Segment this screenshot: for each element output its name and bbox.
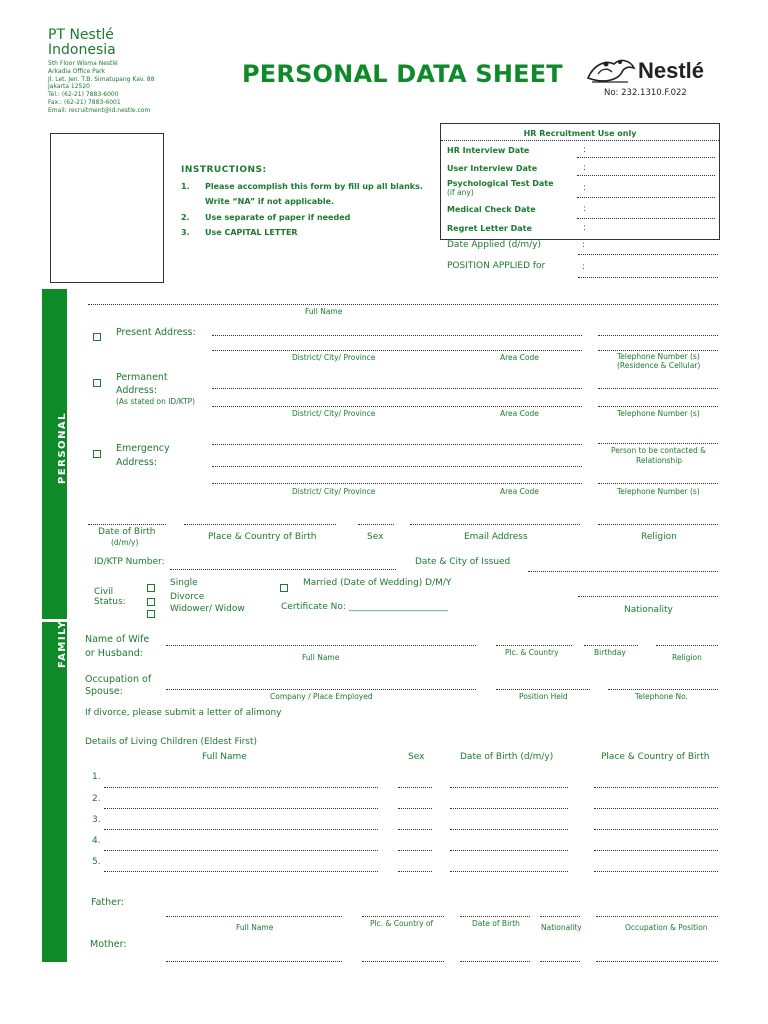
instruction-text: Please accomplish this form by fill up all blanks. [205,182,423,191]
child-num: 3. [92,815,101,825]
child-num: 1. [92,772,101,782]
company-address [48,60,154,115]
medical-check-value[interactable]: : [583,204,587,214]
divorce-note: If divorce, please submit a letter of alimony [85,708,282,718]
parent-dob-caption: Date of Birth [472,919,520,928]
instruction-num: 2. [181,213,190,222]
instruction-text: Write “NA” if not applicable. [205,197,335,206]
address-line: Jakarta 12520 [48,83,90,91]
permanent-address-label-2: Address: [116,385,158,396]
area-code-caption: Area Code [500,487,539,496]
child-num: 4. [92,836,101,846]
child-num: 5. [92,857,101,867]
area-code-caption: Area Code [500,353,539,362]
mother-label: Mother: [90,939,127,950]
position-held-caption: Position Held [519,692,568,701]
district-caption: District/ City/ Province [292,353,376,362]
present-address-checkbox[interactable] [93,326,101,345]
address-line: Email: recruitment@id.nestle.com [48,106,151,114]
telephone-caption: Telephone Number (s) [617,487,700,496]
address-line: Arkadia Office Park [48,67,106,75]
district-caption: District/ City/ Province [292,409,376,418]
permanent-address-label-1: Permanent [116,372,168,383]
dob-label: Date of Birth [98,527,156,537]
nestle-logo [584,54,716,88]
instructions-title: INSTRUCTIONS: [181,165,267,175]
page-title: PERSONAL DATA SHEET [242,60,563,88]
instruction-num: 1. [181,182,190,191]
divorce-label: Divorce [170,592,205,602]
spouse-name-label-2: or Husband: [85,648,143,659]
address-line: Tel.: (62-21) 7883-6000 [48,91,119,99]
parent-full-name-caption: Full Name [236,923,274,932]
permanent-address-note: (As stated on ID/KTP) [116,397,196,406]
medical-check-label: Medical Check Date [447,205,536,214]
district-caption: District/ City/ Province [292,487,376,496]
civil-label: Civil [94,587,114,597]
widow-checkbox[interactable] [147,603,155,622]
present-address-label: Present Address: [116,327,196,338]
nest-birds-icon [584,54,636,86]
emergency-address-label-2: Address: [116,457,158,468]
sex-label: Sex [367,532,384,542]
single-label: Single [170,578,198,588]
address-line: 5th Floor Wisma Nestlé [48,60,118,67]
hr-interview-value[interactable]: : [583,145,587,155]
document-number: No: 232.1310.F.022 [604,88,687,98]
spouse-full-name-caption: Full Name [302,653,340,662]
instruction-text: Use CAPITAL LETTER [205,228,298,237]
person-contact-caption-1: Person to be contacted & [611,446,706,455]
user-interview-label: User Interview Date [447,164,538,173]
children-col-dob: Date of Birth (d/m/y) [460,752,554,762]
psych-test-label: Psychological Test Date [447,179,554,188]
children-col-full-name: Full Name [202,752,247,762]
photo-box[interactable] [50,133,164,283]
telephone-sub-caption: (Residence & Cellular) [617,361,701,370]
family-section-bar [42,619,68,962]
company-name-line1: PT Nestlé [48,27,114,43]
date-applied-colon: : [582,240,586,250]
user-interview-value[interactable]: : [583,163,587,173]
date-city-issued-label: Date & City of Issued [415,557,511,567]
certificate-label: Certificate No: ______________________ [281,602,448,612]
children-col-place: Place & Country of Birth [601,752,710,762]
occupation-label-2: Spouse: [85,686,123,697]
instruction-text: Use separate of paper if needed [205,213,351,222]
emergency-address-checkbox[interactable] [93,443,101,462]
id-ktp-label: ID/KTP Number: [94,557,165,567]
dob-sub-label: (d/m/y) [111,538,139,547]
parent-plc-caption: Plc. & Country of [370,919,434,928]
psych-test-sub: (if any) [447,188,474,197]
family-section-label: FAMILY [57,619,68,668]
address-line: Jl. Let. Jen. T.B. Simatupang Kav. 88 [48,75,155,83]
personal-section-label: PERSONAL [57,411,68,484]
child-num: 2. [92,794,101,804]
area-code-caption: Area Code [500,409,539,418]
telephone-no-caption: Telephone No. [635,692,688,701]
person-contact-caption-2: Relationship [636,456,683,465]
place-birth-label: Place & Country of Birth [208,532,317,542]
regret-letter-label: Regret Letter Date [447,224,532,233]
instruction-num: 3. [181,228,190,237]
telephone-caption: Telephone Number (s) [617,352,700,361]
nestle-logo-text: Nestlé [638,58,705,83]
children-title: Details of Living Children (Eldest First) [85,737,258,747]
address-line: Fax.: (62-21) 7883-6001 [48,98,121,106]
position-applied-label: POSITION APPLIED for [447,261,546,271]
status-label: Status: [94,597,126,607]
telephone-caption: Telephone Number (s) [617,409,700,418]
regret-letter-value[interactable]: : [583,223,587,233]
widow-label: Widower/ Widow [170,604,245,614]
psych-test-value[interactable]: : [583,183,587,193]
full-name-caption: Full Name [305,307,343,316]
married-label: Married (Date of Wedding) D/M/Y [303,578,452,588]
date-applied-label: Date Applied (d/m/y) [447,240,541,250]
father-label: Father: [91,897,124,908]
position-applied-colon: : [582,262,586,272]
company-name [48,28,116,58]
nationality-label: Nationality [624,605,673,615]
permanent-address-checkbox[interactable] [93,372,101,391]
occupation-label-1: Occupation of [85,674,152,685]
emergency-address-label-1: Emergency [116,443,170,454]
spouse-birthday-caption: Birthday [594,648,626,657]
parent-nationality-caption: Nationality [541,923,582,932]
hr-use-box [440,123,720,240]
married-checkbox[interactable] [280,577,288,596]
hr-interview-label: HR Interview Date [447,146,530,155]
parent-occupation-caption: Occupation & Position [625,923,708,932]
company-caption: Company / Place Employed [270,692,373,701]
spouse-name-label-1: Name of Wife [85,634,150,645]
children-col-sex: Sex [408,752,425,762]
spouse-religion-caption: Religion [672,653,702,662]
company-name-line2: Indonesia [48,42,116,58]
hr-box-header: HR Recruitment Use only [523,129,637,138]
religion-label: Religion [641,532,677,542]
email-label: Email Address [464,532,528,542]
spouse-plc-country-caption: Plc. & Country [505,648,559,657]
